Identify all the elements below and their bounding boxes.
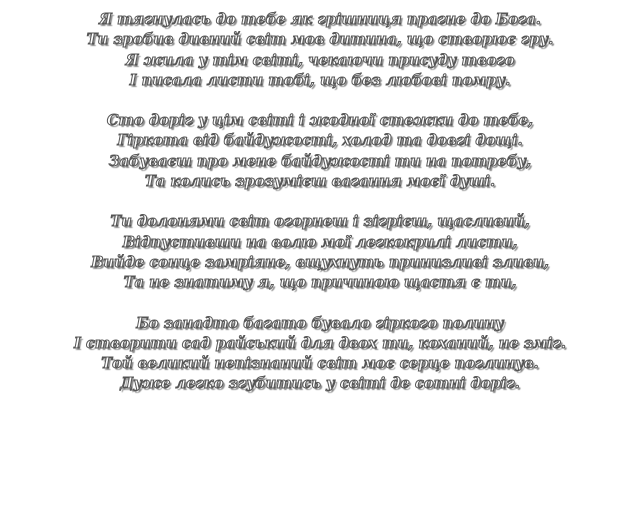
poem-line: Гіркота від байдужості, холод та довгі дощі. bbox=[117, 132, 523, 150]
poem-line: Ти долонями світ огорнеш і зігрієш, щасливий, bbox=[110, 213, 530, 231]
poem-line: Та не знатиму я, що причиною щастя є ти, bbox=[123, 274, 517, 292]
poem-line: Я тягнулась до тебе як грішниця прагне до Бога. bbox=[99, 11, 541, 28]
poem-line: Я жила у тім світі, чекаючи присуду твого bbox=[125, 51, 515, 69]
poem-text bbox=[0, 10, 640, 395]
poem-line: Бо занадто багато бувало гіркого полину bbox=[136, 314, 504, 332]
poem-line: І створити сад райський для двох ти, коханий, не зміг. bbox=[73, 334, 567, 352]
stanza-4 bbox=[0, 314, 640, 395]
poem-line: Той великий непізнаний світ моє серце поглинув. bbox=[101, 355, 539, 373]
poem-line: Ти зробив дивний світ мов дитина, що створює гру. bbox=[86, 31, 554, 49]
poem-line: І писала листи тобі, що без любові помру. bbox=[129, 71, 511, 89]
stanza-3 bbox=[0, 212, 640, 293]
poem-line: Та колись зрозумієш вагання моєї душі. bbox=[144, 173, 496, 191]
poem-line: Відпустивши на волю мої легкокрилі листи, bbox=[122, 233, 518, 251]
stanza-2 bbox=[0, 111, 640, 192]
poem-line: Забуваєш про мене байдужості ти на потребу, bbox=[108, 152, 532, 170]
poem-line: Вийде сонце замріяне, вщухнуть принизливі зливи, bbox=[91, 253, 549, 271]
poem-line: Дуже легко згубитись у світі де сотні доріг. bbox=[120, 375, 520, 393]
poem-line: Сто доріг у цім світі і жодної стежки до тебе, bbox=[106, 112, 534, 130]
stanza-1 bbox=[0, 10, 640, 91]
